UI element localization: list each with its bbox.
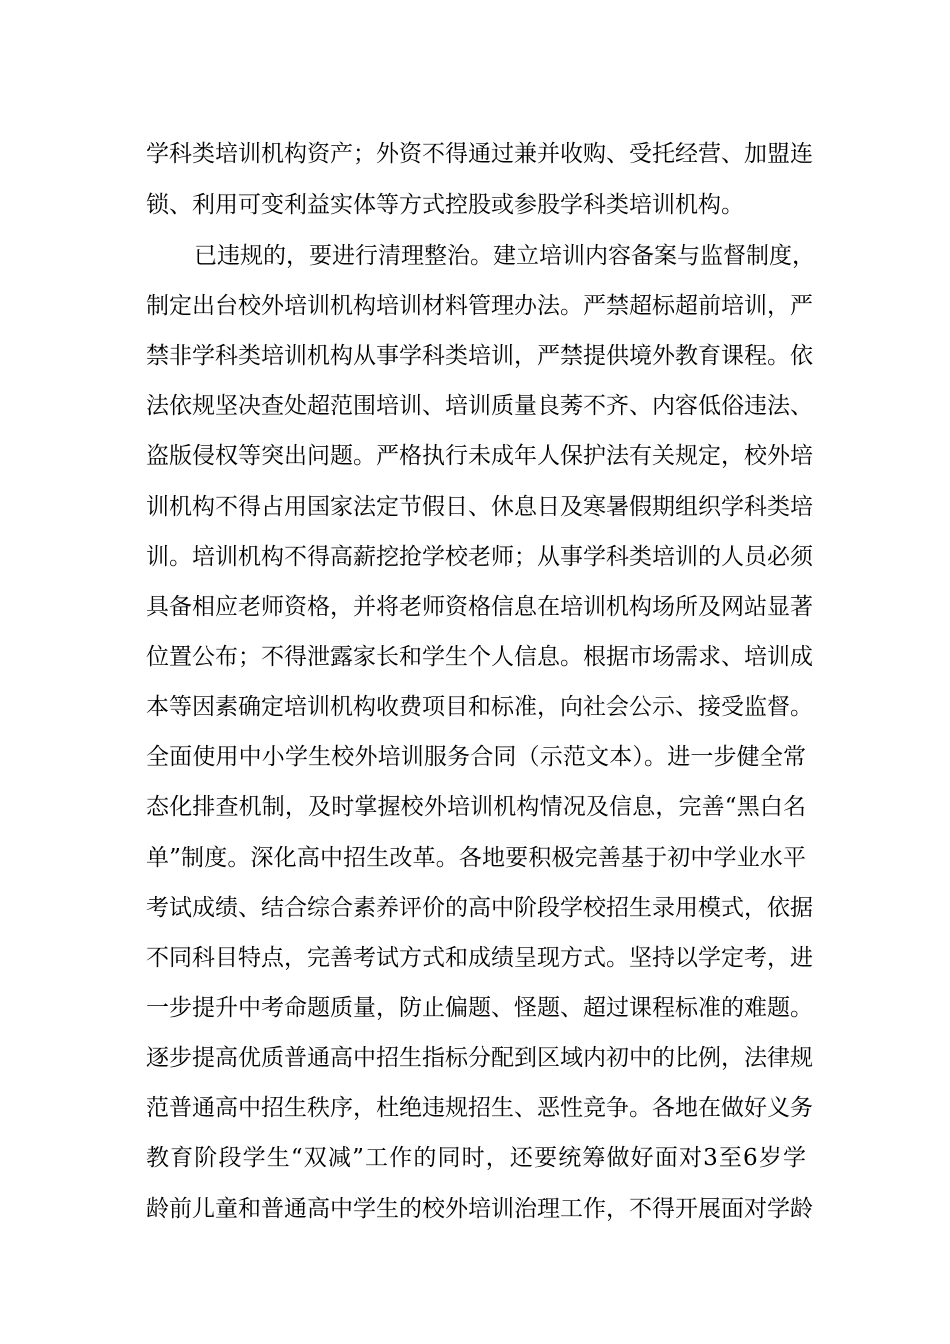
text-line: 具备相应老师资格，并将老师资格信息在培训机构场所及网站显著 [146, 594, 813, 620]
text-line: 学科类培训机构资产；外资不得通过兼并收购、受托经营、加盟连 [146, 141, 813, 167]
text-line: 锁、利用可变利益实体等方式控股或参股学科类培训机构。 [146, 192, 744, 218]
text-line: 龄前儿童和普通高中学生的校外培训治理工作，不得开展面对学龄 [146, 1196, 813, 1222]
text-line: 逐步提高优质普通高中招生指标分配到区域内初中的比例，法律规 [146, 1045, 813, 1071]
text-line: 禁非学科类培训机构从事学科类培训，严禁提供境外教育课程。依 [146, 343, 813, 369]
text-line: 全面使用中小学生校外培训服务合同（示范文本）。进一步健全常 [146, 744, 806, 770]
text-line: 法依规坚决查处超范围培训、培训质量良莠不齐、内容低俗违法、 [146, 393, 813, 419]
text-line: 教育阶段学生“双减”工作的同时，还要统筹做好面对3至6岁学 [146, 1145, 806, 1171]
text-line: 一步提升中考命题质量，防止偏题、怪题、超过课程标准的难题。 [146, 995, 813, 1021]
text-line: 态化排查机制，及时掌握校外培训机构情况及信息，完善“黑白名 [146, 794, 806, 820]
text-line: 训机构不得占用国家法定节假日、休息日及寒暑假期组织学科类培 [146, 494, 813, 520]
text-line: 训。培训机构不得高薪挖抢学校老师；从事学科类培训的人员必须 [146, 544, 813, 570]
text-line: 位置公布；不得泄露家长和学生个人信息。根据市场需求、培训成 [146, 644, 813, 670]
text-line: 单”制度。深化高中招生改革。各地要积极完善基于初中学业水平 [146, 845, 806, 871]
text-line: 不同科目特点，完善考试方式和成绩呈现方式。坚持以学定考，进 [146, 945, 813, 971]
text-line: 考试成绩、结合综合素养评价的高中阶段学校招生录用模式，依据 [146, 895, 813, 921]
text-line: 盗版侵权等突出问题。严格执行未成年人保护法有关规定，校外培 [146, 443, 813, 469]
text-line: 范普通高中招生秩序，杜绝违规招生、恶性竞争。各地在做好义务 [146, 1095, 813, 1121]
paragraph-first-line: 已违规的，要进行清理整治。建立培训内容备案与监督制度， [194, 243, 815, 269]
text-line: 本等因素确定培训机构收费项目和标准，向社会公示、接受监督。 [146, 694, 813, 720]
text-line: 制定出台校外培训机构培训材料管理办法。严禁超标超前培训，严 [146, 293, 813, 319]
